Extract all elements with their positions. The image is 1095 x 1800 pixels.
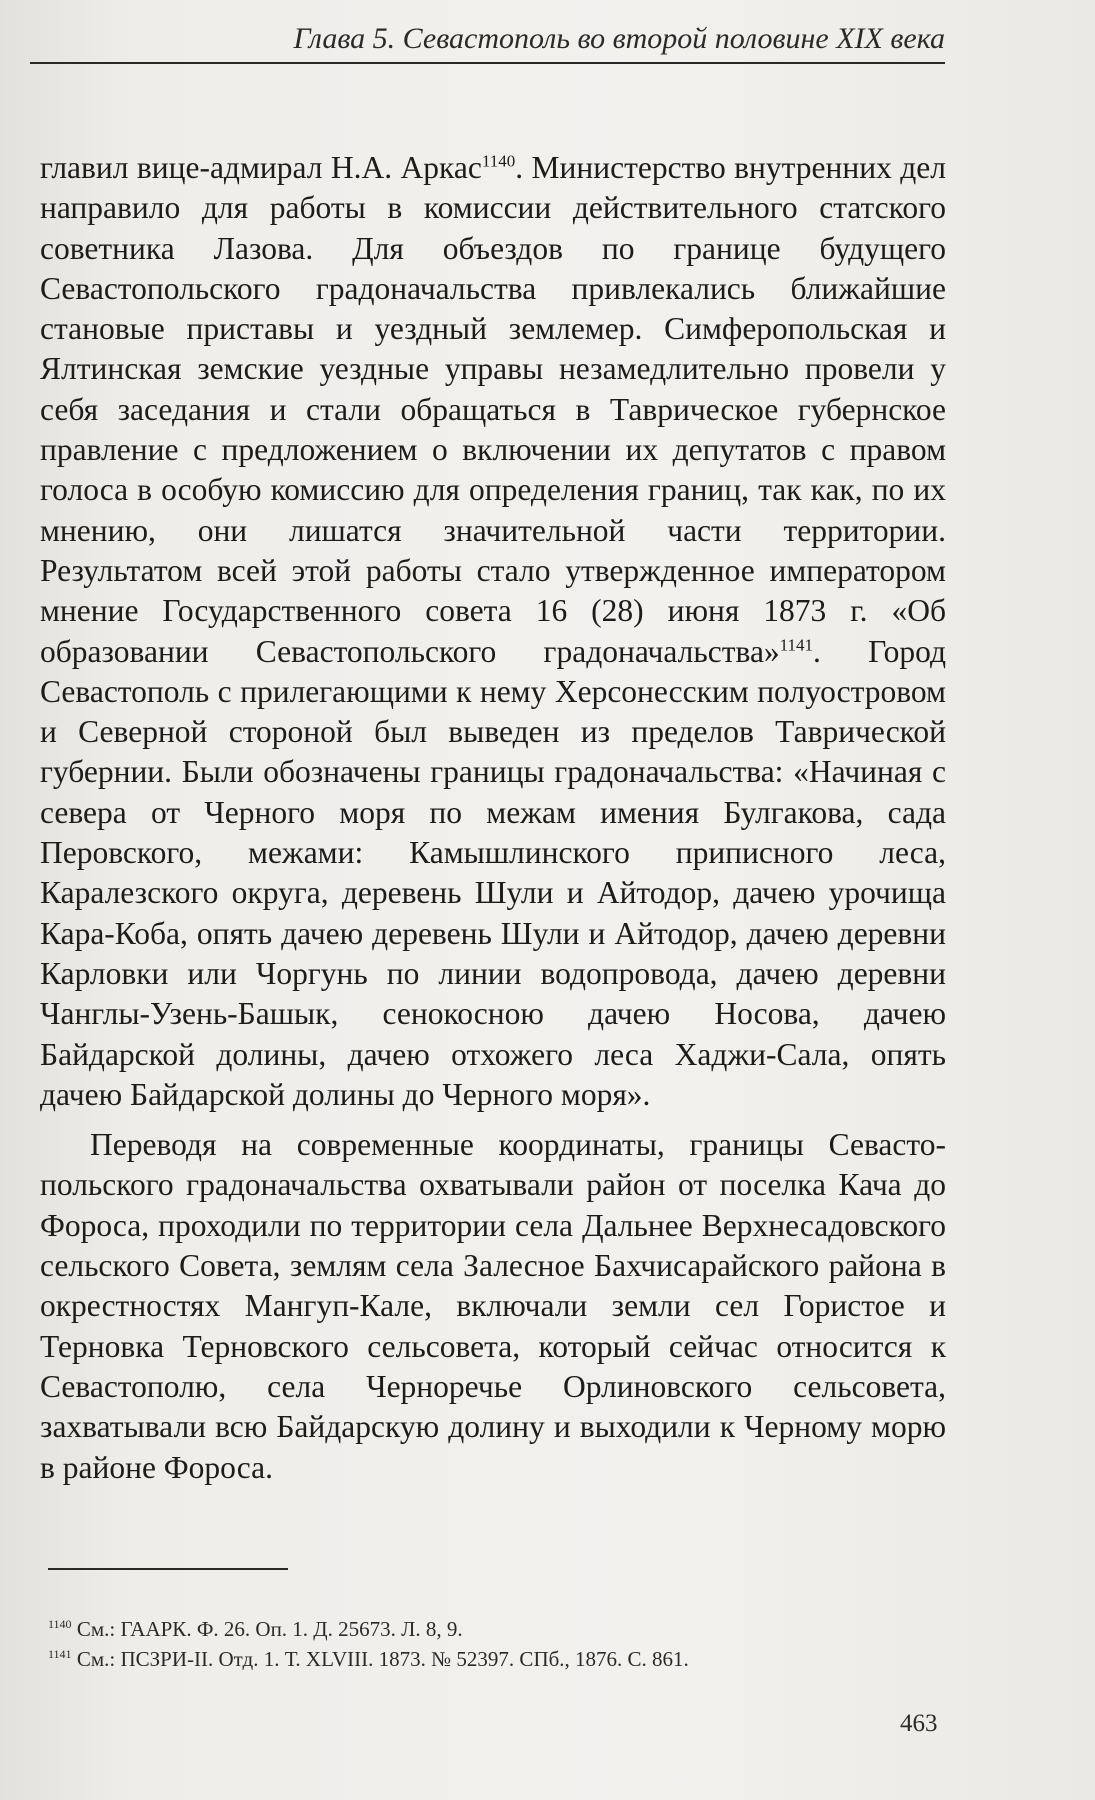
footnote-1141 <box>48 1644 928 1674</box>
running-title: Глава 5. Севастополь во второй половине XIX века <box>293 22 945 55</box>
page-number: 463 <box>900 1710 938 1737</box>
footnote-1140 <box>48 1614 928 1644</box>
paragraph-1-part-a: главил вице-адмирал Н.А. Аркас <box>40 150 482 185</box>
main-text <box>40 148 946 1488</box>
footnote-text: См.: ПСЗРИ-II. Отд. 1. Т. XLVIII. 1873. № 52397. СПб., 1876. С. 861. <box>76 1647 689 1671</box>
footnote-ref-1141[interactable]: 1141 <box>779 635 814 655</box>
footnote-number: 1140 <box>48 1617 72 1631</box>
footnote-divider <box>48 1568 288 1570</box>
footnotes <box>48 1614 928 1674</box>
paragraph-1-part-b: . Министерство внутренних дел направило для работы в комиссии действительного статского советника Лазова. Для объездов по границе будущего Севастопольского градоначальства привлекались ближайшие становые приставы и уездный землемер. Симферопольская и Ялтинская земские уездные управы незамедлительно провели у себя заседания и стали обращаться в Таврическое губернское правление с предложением о включении их депутатов с правом голоса в особую комиссию для определения границ, так как, по их мнению, они лишатся значительной части территории. Результатом всей этой работы стало утвержденное императором мнение Государственного совета 16 (28) июня 1873 г. «Об образовании Севастопольского градоначальства» <box>40 150 946 669</box>
paragraph-1 <box>40 148 946 1115</box>
paragraph-2: Переводя на современные координаты, границы Севастопольского градоначальства охватывали район от поселка Кача до Фороса, проходили по территории села Дальнее Верхнесадовского сельского Совета, землям села Залесное Бахчисарайского района в окрестностях Мангуп-Кале, включали земли сел Гористое и Терновка Терновского сельсовета, который сейчас относится к Севастополю, села Черноречье Орлиновского сельсовета, захватывали всю Байдарскую долину и выходили к Черному морю в районе Фороса. <box>40 1127 946 1485</box>
running-header <box>30 22 945 64</box>
paragraph-1-part-c: . Город Севастополь с прилегающими к нему Херсонесским полуостровом и Северной стороной был выведен из пределов Таврической губернии. Были обозначены границы градоначальства: «Начиная с севера от Черного моря по межам имения Булгакова, сада Перовского, межами: Камышлинского приписного леса, Каралезского округа, деревень Шули и Айтодор, дачею урочища Кара-Коба, опять дачею деревень Шули и Айтодор, дачею деревни Карловки или Чоргунь по линии водопровода, дачею деревни Чанглы-Узень-Башык, сенокосною дачею Носова, дачею Байдарской долины, дачею отхожего леса Хаджи-Сала, опять дачею Байдарской долины до Черного моря». <box>40 633 946 1112</box>
footnote-ref-1140[interactable]: 1140 <box>481 151 516 171</box>
footnote-number: 1141 <box>48 1647 72 1661</box>
footnote-text: См.: ГААРК. Ф. 26. Оп. 1. Д. 25673. Л. 8, 9. <box>76 1617 463 1641</box>
